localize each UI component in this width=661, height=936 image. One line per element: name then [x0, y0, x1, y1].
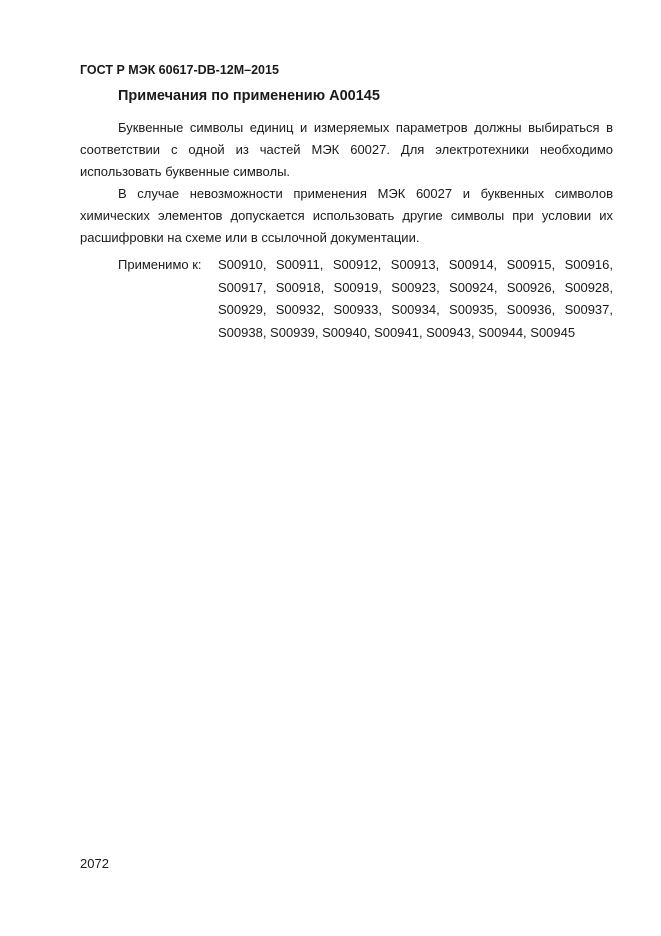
document-header: ГОСТ Р МЭК 60617-DB-12M–2015: [80, 63, 279, 77]
paragraph-line: В случае невозможности применения МЭК 60027 и буквенных символов: [118, 186, 613, 201]
applies-to-codes-line: S00938, S00939, S00940, S00941, S00943, S00944, S00945: [218, 325, 576, 340]
applies-to-codes-line: S00910, S00911, S00912, S00913, S00914, S00915, S00916,: [218, 257, 613, 272]
paragraph-line: расшифровки на схеме или в ссылочной документации.: [80, 230, 420, 245]
paragraph-line: соответствии с одной из частей МЭК 60027. Для электротехники необходимо: [80, 142, 613, 157]
applies-to-codes-line: S00929, S00932, S00933, S00934, S00935, S00936, S00937,: [218, 302, 613, 317]
page-number: 2072: [80, 856, 109, 871]
paragraph-line: Буквенные символы единиц и измеряемых параметров должны выбираться в: [118, 120, 613, 135]
paragraph-line: использовать буквенные символы.: [80, 164, 291, 179]
applies-to-label: Применимо к:: [118, 257, 202, 272]
paragraph-line: химических элементов допускается использовать другие символы при условии их: [80, 208, 613, 223]
section-title: Примечания по применению A00145: [118, 88, 380, 104]
applies-to-codes-line: S00917, S00918, S00919, S00923, S00924, S00926, S00928,: [218, 280, 613, 295]
